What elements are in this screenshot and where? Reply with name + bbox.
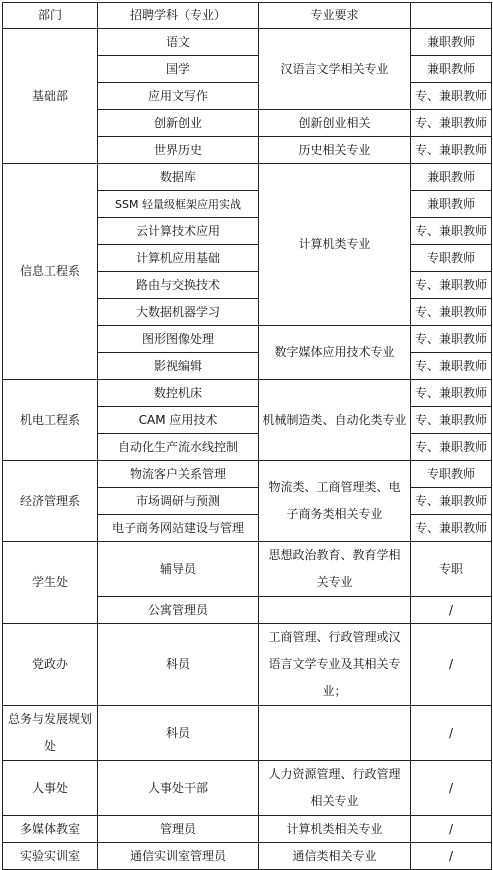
type-cell: 兼职教师 bbox=[411, 56, 492, 83]
type-cell: 专、兼职教师 bbox=[411, 515, 492, 542]
table-row bbox=[3, 461, 492, 488]
table-row bbox=[3, 29, 492, 56]
type-cell: 专、兼职教师 bbox=[411, 299, 492, 326]
type-cell: 专、兼职教师 bbox=[411, 407, 492, 434]
subject-cell: 应用文写作 bbox=[98, 83, 259, 110]
department-cell: 机电工程系 bbox=[3, 380, 98, 461]
subject-cell: 物流客户关系管理 bbox=[98, 461, 259, 488]
type-cell: / bbox=[411, 816, 492, 843]
department-cell: 多媒体教室 bbox=[3, 816, 98, 843]
type-cell: 专、兼职教师 bbox=[411, 110, 492, 137]
subject-cell: 市场调研与预测 bbox=[98, 488, 259, 515]
subject-cell: 创新创业 bbox=[98, 110, 259, 137]
requirement-cell bbox=[259, 706, 411, 761]
subject-cell: 数控机床 bbox=[98, 380, 259, 407]
type-cell: 兼职教师 bbox=[411, 164, 492, 191]
type-cell: 兼职教师 bbox=[411, 29, 492, 56]
requirement-cell: 工商管理、行政管理或汉语言文学专业及其相关专业； bbox=[259, 624, 411, 706]
subject-cell: 图形图像处理 bbox=[98, 326, 259, 353]
table-row bbox=[3, 816, 492, 843]
department-cell: 学生处 bbox=[3, 542, 98, 624]
type-cell: / bbox=[411, 843, 492, 870]
header-type bbox=[411, 3, 492, 29]
requirement-cell: 思想政治教育、教育学相关专业 bbox=[259, 542, 411, 597]
header-department: 部门 bbox=[3, 3, 98, 29]
header-subject: 招聘学科（专业） bbox=[98, 3, 259, 29]
department-cell: 总务与发展规划处 bbox=[3, 706, 98, 761]
type-cell: 专、兼职教师 bbox=[411, 488, 492, 515]
header-requirement: 专业要求 bbox=[259, 3, 411, 29]
department-cell: 基础部 bbox=[3, 29, 98, 164]
subject-cell: 国学 bbox=[98, 56, 259, 83]
subject-cell: 计算机应用基础 bbox=[98, 245, 259, 272]
table-row bbox=[3, 164, 492, 191]
type-cell: 兼职教师 bbox=[411, 191, 492, 218]
type-cell: / bbox=[411, 597, 492, 624]
table-row bbox=[3, 624, 492, 706]
department-cell: 信息工程系 bbox=[3, 164, 98, 380]
subject-cell: 通信实训室管理员 bbox=[98, 843, 259, 870]
subject-cell: 大数据机器学习 bbox=[98, 299, 259, 326]
requirement-cell: 计算机类专业 bbox=[259, 164, 411, 326]
type-cell: 专、兼职教师 bbox=[411, 218, 492, 245]
subject-cell: 科员 bbox=[98, 624, 259, 706]
table-row bbox=[3, 542, 492, 597]
requirement-cell: 通信类相关专业 bbox=[259, 843, 411, 870]
subject-cell: 云计算技术应用 bbox=[98, 218, 259, 245]
requirement-cell: 数字媒体应用技术专业 bbox=[259, 326, 411, 380]
subject-cell: 人事处干部 bbox=[98, 761, 259, 816]
subject-cell: 管理员 bbox=[98, 816, 259, 843]
type-cell: 专、兼职教师 bbox=[411, 326, 492, 353]
department-cell: 党政办 bbox=[3, 624, 98, 706]
requirement-cell: 机械制造类、自动化类专业 bbox=[259, 380, 411, 461]
subject-cell: 语文 bbox=[98, 29, 259, 56]
requirement-cell: 物流类、工商管理类、电子商务类相关专业 bbox=[259, 461, 411, 542]
subject-cell: 科员 bbox=[98, 706, 259, 761]
type-cell: 专、兼职教师 bbox=[411, 272, 492, 299]
type-cell: 专职教师 bbox=[411, 461, 492, 488]
requirement-cell: 历史相关专业 bbox=[259, 137, 411, 164]
subject-cell: 数据库 bbox=[98, 164, 259, 191]
type-cell: 专、兼职教师 bbox=[411, 137, 492, 164]
requirement-cell: 汉语言文学相关专业 bbox=[259, 29, 411, 110]
requirement-cell: 创新创业相关 bbox=[259, 110, 411, 137]
subject-cell: 世界历史 bbox=[98, 137, 259, 164]
table-row bbox=[3, 843, 492, 870]
subject-cell: 辅导员 bbox=[98, 542, 259, 597]
subject-cell: SSM 轻量级框架应用实战 bbox=[98, 191, 259, 218]
subject-cell: 电子商务网站建设与管理 bbox=[98, 515, 259, 542]
type-cell: 专、兼职教师 bbox=[411, 380, 492, 407]
type-cell: 专、兼职教师 bbox=[411, 434, 492, 461]
recruitment-table bbox=[2, 2, 492, 870]
subject-cell: 自动化生产流水线控制 bbox=[98, 434, 259, 461]
requirement-cell: 计算机类相关专业 bbox=[259, 816, 411, 843]
department-cell: 人事处 bbox=[3, 761, 98, 816]
requirement-cell: 人力资源管理、行政管理相关专业 bbox=[259, 761, 411, 816]
type-cell: 专职教师 bbox=[411, 245, 492, 272]
requirement-cell bbox=[259, 597, 411, 624]
department-cell: 实验实训室 bbox=[3, 843, 98, 870]
type-cell: / bbox=[411, 761, 492, 816]
type-cell: 专、兼职教师 bbox=[411, 83, 492, 110]
type-cell: 专职 bbox=[411, 542, 492, 597]
table-row bbox=[3, 706, 492, 761]
type-cell: / bbox=[411, 706, 492, 761]
table-row bbox=[3, 761, 492, 816]
subject-cell: CAM 应用技术 bbox=[98, 407, 259, 434]
table-row bbox=[3, 380, 492, 407]
subject-cell: 路由与交换技术 bbox=[98, 272, 259, 299]
department-cell: 经济管理系 bbox=[3, 461, 98, 542]
type-cell: / bbox=[411, 624, 492, 706]
header-row bbox=[3, 3, 492, 29]
subject-cell: 公寓管理员 bbox=[98, 597, 259, 624]
type-cell: 专、兼职教师 bbox=[411, 353, 492, 380]
subject-cell: 影视编辑 bbox=[98, 353, 259, 380]
